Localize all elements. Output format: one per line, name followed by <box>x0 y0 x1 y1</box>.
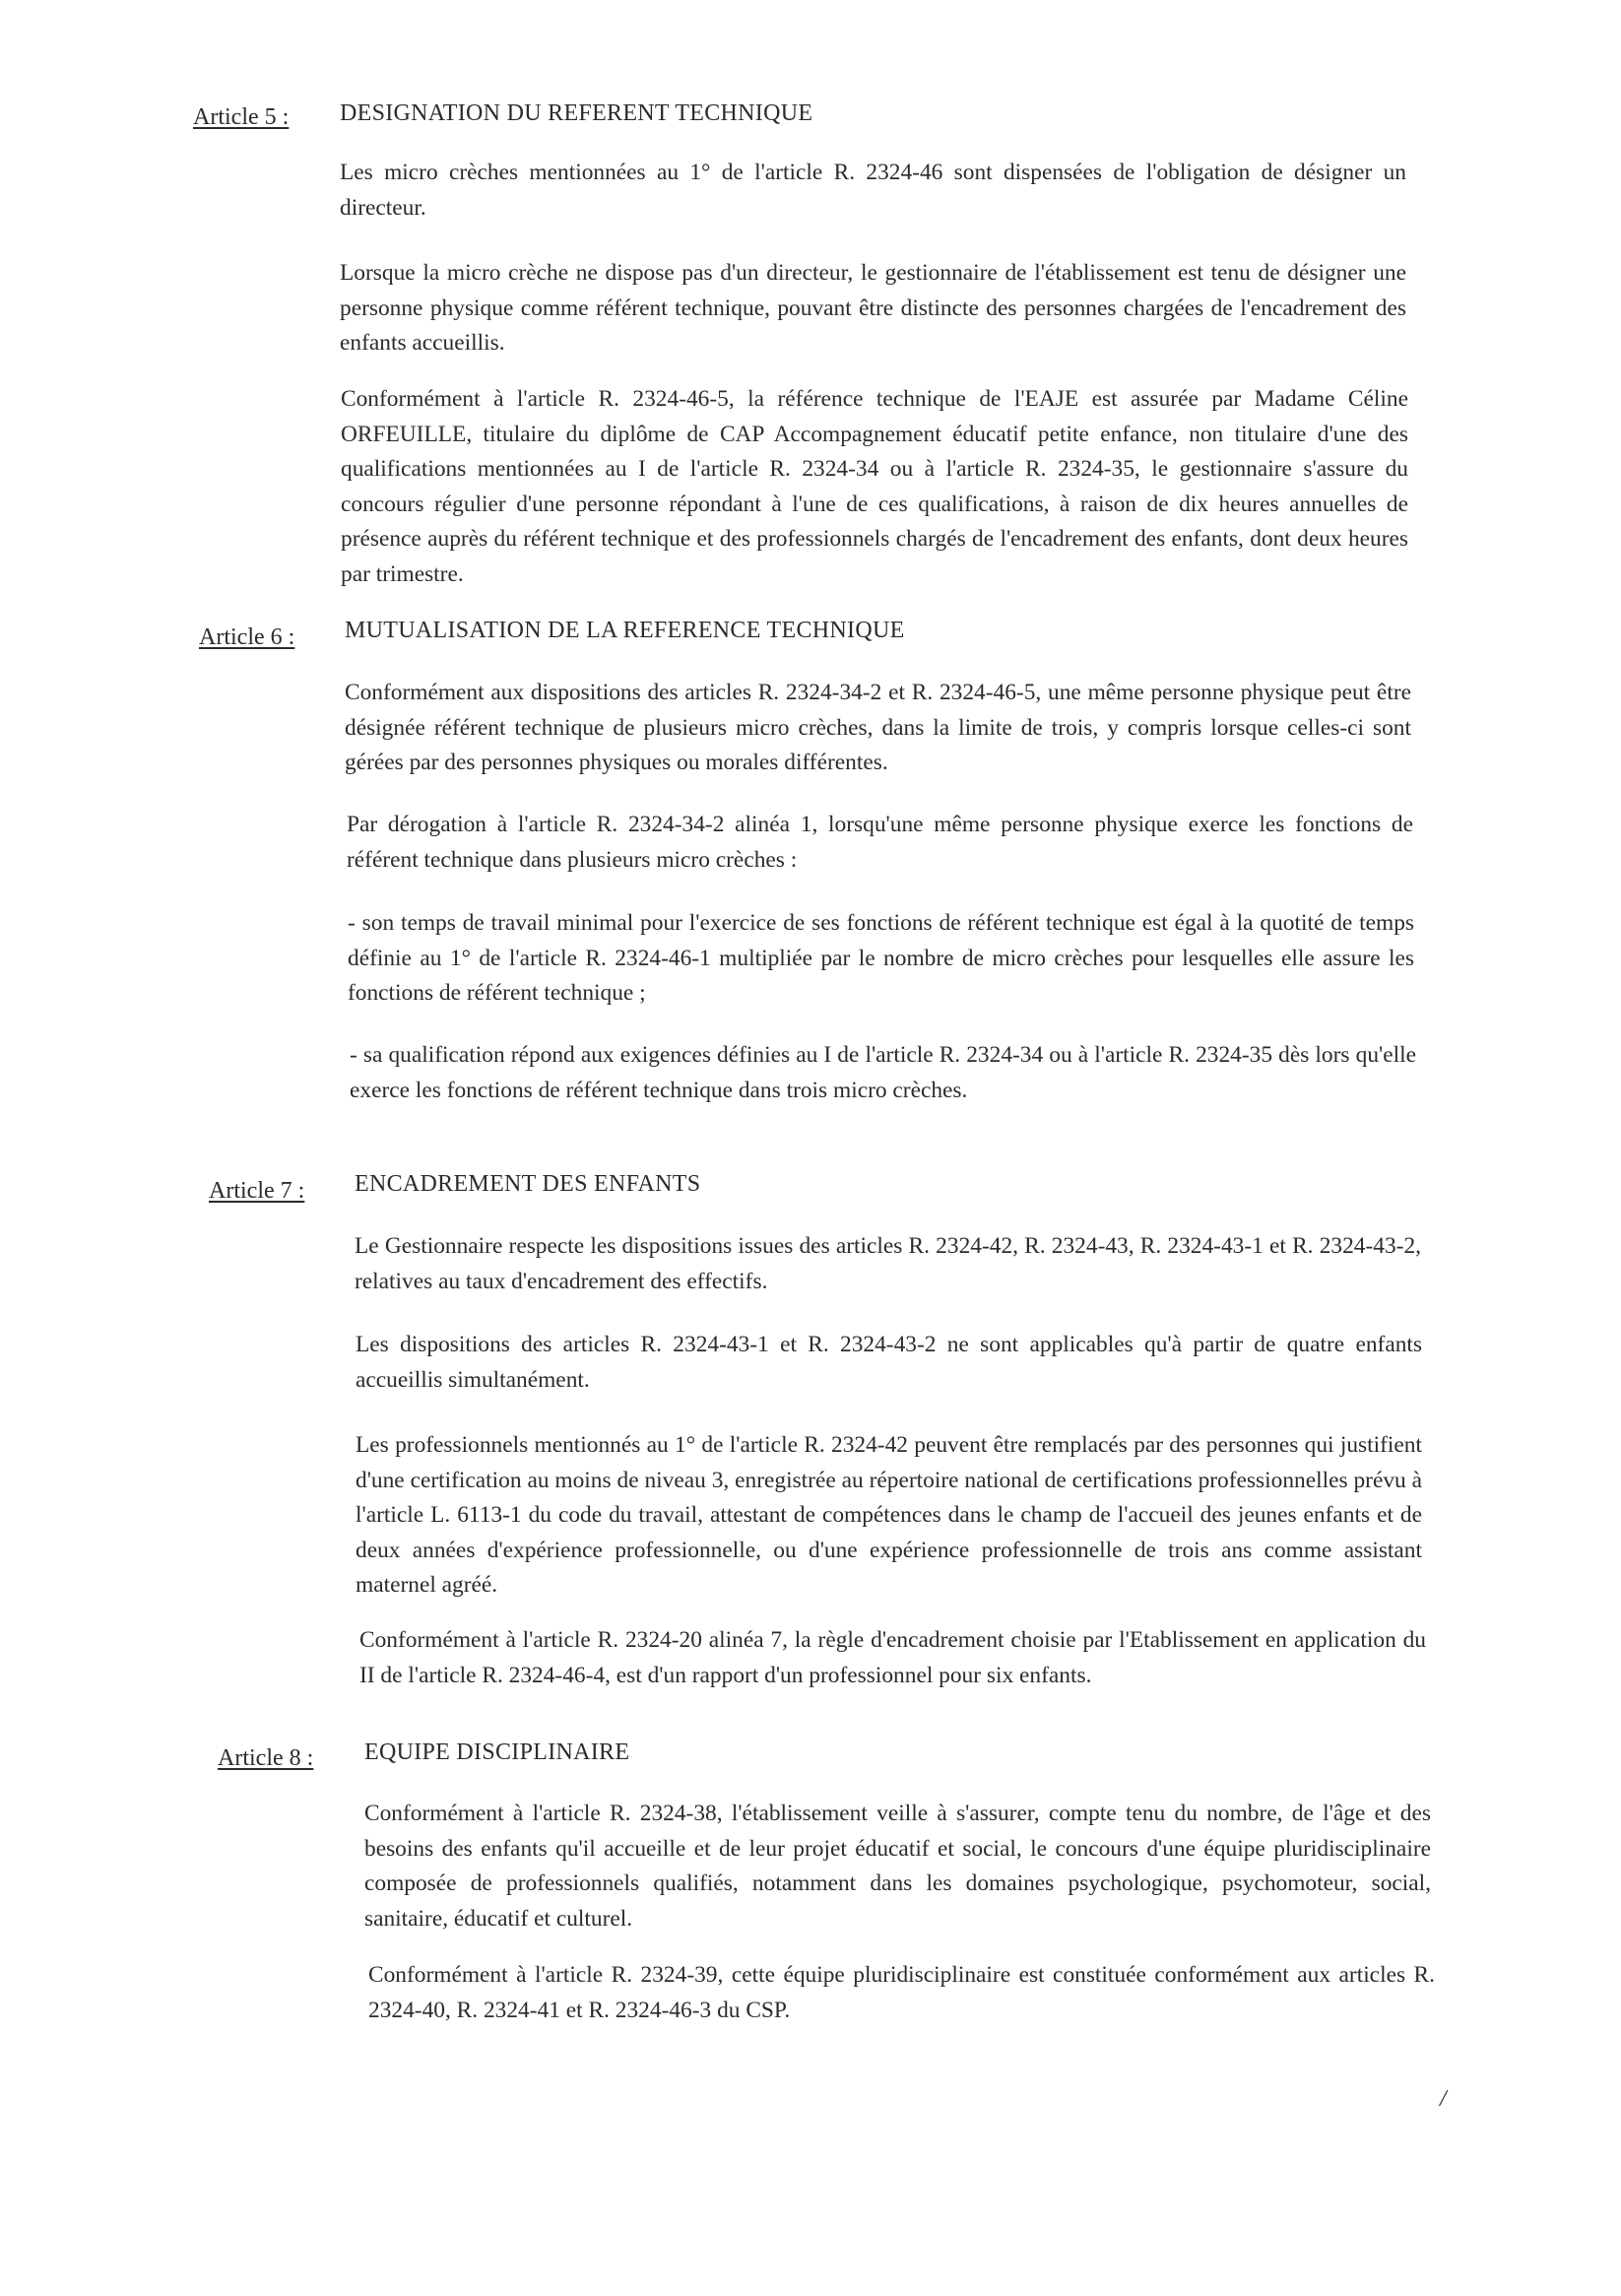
paragraph: Conformément à l'article R. 2324-38, l'établissement veille à s'assurer, compte tenu du nombre, de l'âge et des besoins des enfants qu'il accueille et de leur projet éducatif et social, le concours d'une équipe pluridisciplinaire composée de professionnels qualifiés, notamment dans les domaines psychologique, psychomoteur, social, sanitaire, éducatif et culturel. <box>364 1801 1431 1932</box>
article-label: Article 6 : <box>199 624 295 650</box>
paragraph: Les dispositions des articles R. 2324-43-1 et R. 2324-43-2 ne sont applicables qu'à partir de quatre enfants accueillis simultanément. <box>356 1332 1422 1393</box>
paragraph: Par dérogation à l'article R. 2324-34-2 alinéa 1, lorsqu'une même personne physique exerce les fonctions de référent technique dans plusieurs micro crèches : <box>347 812 1413 873</box>
paragraph: Le Gestionnaire respecte les dispositions issues des articles R. 2324-42, R. 2324-43, R. 2324-43-1 et R. 2324-43-2, relatives au taux d'encadrement des effectifs. <box>355 1233 1421 1294</box>
paragraph: - sa qualification répond aux exigences définies au I de l'article R. 2324-34 ou à l'article R. 2324-35 dès lors qu'elle exerce les fonctions de référent technique dans trois micro crèches. <box>350 1042 1416 1103</box>
article-title: MUTUALISATION DE LA REFERENCE TECHNIQUE <box>345 618 905 643</box>
paragraph: Les micro crèches mentionnées au 1° de l'article R. 2324-46 sont dispensées de l'obligation de désigner un directeur. <box>340 160 1406 221</box>
article-label: Article 5 : <box>193 104 290 130</box>
paragraph: - son temps de travail minimal pour l'exercice de ses fonctions de référent technique est égal à la quotité de temps définie au 1° de l'article R. 2324-46-1 multipliée par le nombre de micro crèches pour lesquelles elle assure les fonctions de référent technique ; <box>348 910 1414 1006</box>
paragraph: Conformément aux dispositions des articles R. 2324-34-2 et R. 2324-46-5, une même personne physique peut être désignée référent technique de plusieurs micro crèches, dans la limite de trois, y compris lorsque celles-ci sont gérées par des personnes physiques ou morales différentes. <box>345 680 1411 775</box>
page-mark: / <box>1440 2086 1447 2112</box>
paragraph: Conformément à l'article R. 2324-20 alinéa 7, la règle d'encadrement choisie par l'Etablissement en application du II de l'article R. 2324-46-4, est d'un rapport d'un professionnel pour six enfants. <box>359 1627 1426 1688</box>
paragraph: Les professionnels mentionnés au 1° de l'article R. 2324-42 peuvent être remplacés par des personnes qui justifient d'une certification au moins de niveau 3, enregistrée au répertoire national de certifications professionnelles prévu à l'article L. 6113-1 du code du travail, attestant de compétences dans le champ de l'accueil des jeunes enfants et de deux années d'expérience professionnelle, ou d'une expérience professionnelle de trois ans comme assistant maternel agréé. <box>356 1432 1422 1598</box>
paragraph: Conformément à l'article R. 2324-39, cette équipe pluridisciplinaire est constituée conformément aux articles R. 2324-40, R. 2324-41 et R. 2324-46-3 du CSP. <box>368 1962 1435 2023</box>
paragraph: Lorsque la micro crèche ne dispose pas d'un directeur, le gestionnaire de l'établissement est tenu de désigner une personne physique comme référent technique, pouvant être distincte des personnes chargées de l'encadrement des enfants accueillis. <box>340 260 1406 356</box>
paragraph: Conformément à l'article R. 2324-46-5, la référence technique de l'EAJE est assurée par Madame Céline ORFEUILLE, titulaire du diplôme de CAP Accompagnement éducatif petite enfance, non titulaire d'une des qualifications mentionnées au I de l'article R. 2324-34 ou à l'article R. 2324-35, le gestionnaire s'assure du concours régulier d'une personne répondant à l'une de ces qualifications, à raison de dix heures annuelles de présence auprès du référent technique et des professionnels chargés de l'encadrement des enfants, dont deux heures par trimestre. <box>341 386 1408 587</box>
article-title: DESIGNATION DU REFERENT TECHNIQUE <box>340 100 813 126</box>
article-label: Article 7 : <box>209 1178 305 1204</box>
article-title: ENCADREMENT DES ENFANTS <box>355 1171 701 1197</box>
article-title: EQUIPE DISCIPLINAIRE <box>364 1739 630 1765</box>
article-label: Article 8 : <box>218 1745 314 1771</box>
